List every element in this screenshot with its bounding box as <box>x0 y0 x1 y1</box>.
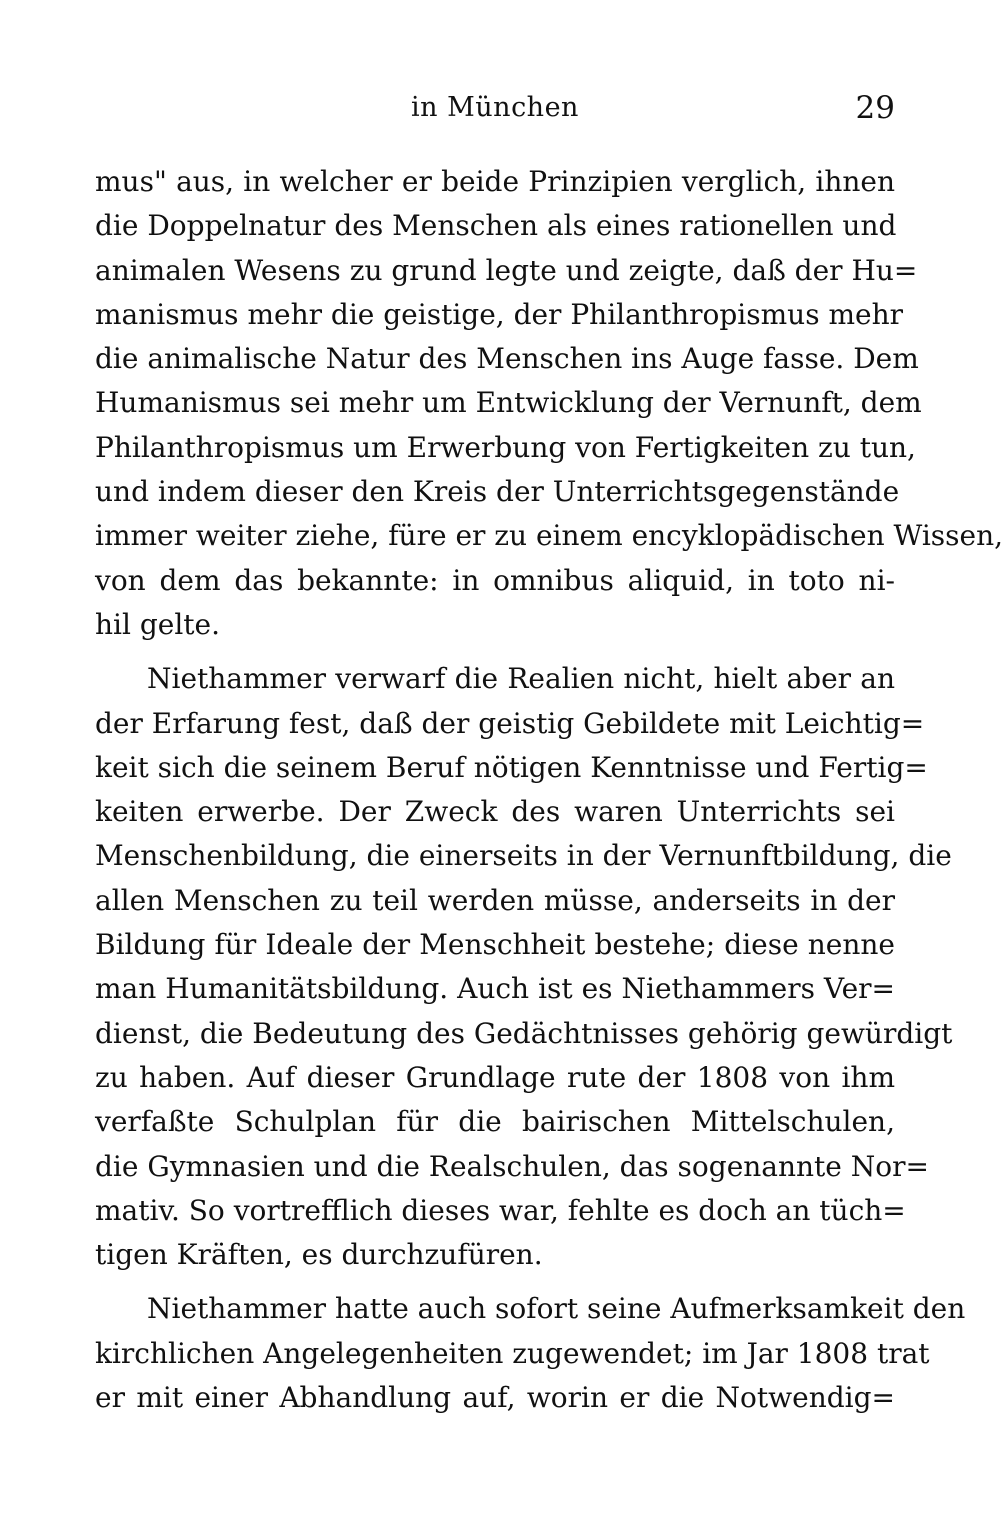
running-title: in München <box>411 92 579 123</box>
text-line: keit sich die seinem Beruf nötigen Kenntnisse und Fertig= <box>95 750 928 784</box>
text-line: dienst, die Bedeutung des Gedächtnisses gehörig gewürdigt <box>95 1016 953 1050</box>
text-line: manismus mehr die geistige, der Philanthropismus mehr <box>95 297 904 331</box>
text-line: tigen Kräften, es durchzufüren. <box>95 1238 543 1272</box>
text-line: immer weiter ziehe, füre er zu einem encyklopädischen Wissen, <box>95 519 1003 553</box>
text-line: zu haben. Auf dieser Grundlage rute der 1808 von ihm <box>95 1060 895 1094</box>
page-body <box>95 160 1003 1420</box>
text-line: die Gymnasien und die Realschulen, das sogenannte Nor= <box>95 1149 929 1183</box>
text-line: Philanthropismus um Erwerbung von Fertigkeiten zu tun, <box>95 430 916 464</box>
paragraph-3 <box>95 1287 966 1420</box>
paragraph-1 <box>95 160 1003 647</box>
text-line: Niethammer verwarf die Realien nicht, hielt aber an <box>147 662 895 696</box>
text-line: mus" aus, in welcher er beide Prinzipien verglich, ihnen <box>95 165 895 198</box>
text-line: und indem dieser den Kreis der Unterrichtsgegenstände <box>95 475 900 509</box>
text-line: hil gelte. <box>95 607 221 641</box>
text-line: Bildung für Ideale der Menschheit bestehe; diese nenne <box>95 928 895 962</box>
page-header <box>95 92 895 132</box>
text-line: die animalische Natur des Menschen ins Auge fasse. Dem <box>95 342 919 376</box>
text-line: man Humanitätsbildung. Auch ist es Niethammers Ver= <box>95 972 895 1006</box>
text-line: er mit einer Abhandlung auf, worin er die Notwendig= <box>95 1381 895 1415</box>
text-line: keiten erwerbe. Der Zweck des waren Unterrichts sei <box>95 795 895 829</box>
text-line: allen Menschen zu teil werden müsse, anderseits in der <box>95 883 895 917</box>
text-line: animalen Wesens zu grund legte und zeigte, daß der Hu= <box>95 253 918 287</box>
text-line: der Erfarung fest, daß der geistig Gebildete mit Leichtig= <box>95 706 925 740</box>
text-line: Niethammer hatte auch sofort seine Aufmerksamkeit den <box>147 1292 966 1326</box>
page-number: 29 <box>855 90 895 126</box>
paragraph-2 <box>95 657 953 1277</box>
text-line: verfaßte Schulplan für die bairischen Mittelschulen, <box>95 1105 895 1139</box>
text-line: von dem das bekannte: in omnibus aliquid, in toto ni- <box>95 563 895 597</box>
text-line: Humanismus sei mehr um Entwicklung der Vernunft, dem <box>95 386 922 420</box>
text-line: die Doppelnatur des Menschen als eines rationellen und <box>95 209 897 243</box>
text-line: mativ. So vortrefflich dieses war, fehlte es doch an tüch= <box>95 1193 906 1227</box>
text-line: kirchlichen Angelegenheiten zugewendet; im Jar 1808 trat <box>95 1336 930 1370</box>
text-line: Menschenbildung, die einerseits in der Vernunftbildung, die <box>95 839 952 873</box>
